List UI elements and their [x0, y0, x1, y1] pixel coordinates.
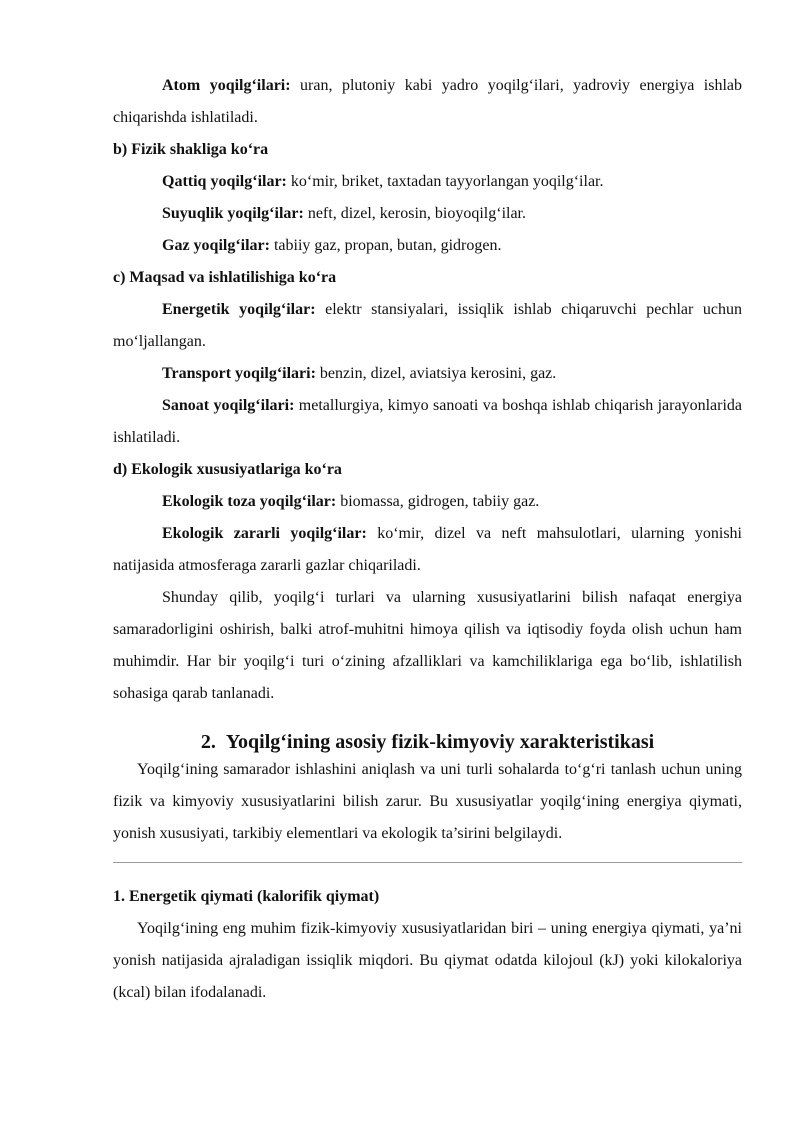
- paragraph-zararli: [113, 518, 742, 582]
- paragraph-sanoat: [113, 390, 742, 454]
- text-qattiq: ko‘mir, briket, taxtadan tayyorlangan yoqilg‘ilar.: [286, 173, 604, 190]
- heading-d: d) Ekologik xususiyatlariga ko‘ra: [113, 461, 342, 478]
- paragraph-suyuq: [113, 198, 742, 230]
- paragraph-toza: [113, 486, 742, 518]
- term-toza: Ekologik toza yoqilg‘ilar:: [162, 493, 337, 510]
- horizontal-divider: [113, 862, 742, 863]
- text-sanoat: metallurgiya, kimyo sanoati va boshqa ishlab chiqarish jarayonlarida ishlatiladi.: [113, 397, 742, 446]
- subsection-1-title: 1. Energetik qiymati (kalorifik qiymat): [113, 888, 380, 905]
- term-qattiq: Qattiq yoqilg‘ilar:: [162, 173, 287, 190]
- subsection-1-text: Yoqilg‘ining eng muhim fizik-kimyoviy xususiyatlaridan biri – uning energiya qiymati, ya’ni yonish natijasida ajraladigan issiqlik miqdori. Bu qiymat odatda kilojoul (kJ) yoki kilokaloriya (kcal) bilan ifodalanadi.: [113, 920, 742, 1001]
- term-zararli: Ekologik zararli yoqilg‘ilar:: [162, 525, 367, 542]
- term-suyuq: Suyuqlik yoqilg‘ilar:: [162, 205, 304, 222]
- term-energetik: Energetik yoqilg‘ilar:: [162, 301, 316, 318]
- section-2-intro: Yoqilg‘ining samarador ishlashini aniqlash va uni turli sohalarda to‘g‘ri tanlash uchun uning fizik va kimyoviy xususiyatlarini bilish zarur. Bu xususiyatlar yoqilg‘ining energiya qiymati, yonish xususiyati, tarkibiy elementlari va ekologik ta’sirini belgilaydi.: [113, 761, 742, 842]
- text-zararli: ko‘mir, dizel va neft mahsulotlari, ularning yonishi natijasida atmosferaga zararli gazlar chiqariladi.: [113, 525, 742, 574]
- text-transport: benzin, dizel, aviatsiya kerosini, gaz.: [315, 365, 557, 382]
- text-gaz: tabiiy gaz, propan, butan, gidrogen.: [269, 237, 502, 254]
- text-suyuq: neft, dizel, kerosin, bioyoqilg‘ilar.: [303, 205, 526, 222]
- text-atom: uran, plutoniy kabi yadro yoqilg‘ilari, yadroviy energiya ishlab chiqarishda ishlatiladi.: [113, 77, 743, 126]
- term-transport: Transport yoqilg‘ilari:: [162, 365, 316, 382]
- paragraph-energetik: [113, 294, 742, 358]
- paragraph-gaz: [113, 230, 742, 262]
- term-atom: Atom yoqilg‘ilari:: [162, 77, 291, 94]
- heading-c: c) Maqsad va ishlatilishiga ko‘ra: [113, 269, 337, 286]
- term-sanoat: Sanoat yoqilg‘ilari:: [162, 397, 295, 414]
- document-body: [113, 70, 742, 1009]
- section-2-heading: [113, 730, 742, 754]
- paragraph-transport: [113, 358, 742, 390]
- paragraph-atom: [113, 70, 742, 134]
- section-2-title: Yoqilg‘ining asosiy fizik-kimyoviy xarakteristikasi: [225, 731, 655, 753]
- text-energetik: elektr stansiyalari, issiqlik ishlab chiqaruvchi pechlar uchun mo‘ljallangan.: [113, 301, 742, 350]
- paragraph-summary: Shunday qilib, yoqilg‘i turlari va ularning xususiyatlarini bilish nafaqat energiya samaradorligini oshirish, balki atrof-muhitni himoya qilish va iqtisodiy foyda olish uchun ham muhimdir. Har bir yoqilg‘i turi o‘zining afzalliklari va kamchiliklariga ega bo‘lib, ishlatilish sohasiga qarab tanlanadi.: [113, 589, 742, 702]
- section-2-number: 2.: [200, 731, 216, 753]
- heading-b: b) Fizik shakliga ko‘ra: [113, 141, 269, 158]
- text-toza: biomassa, gidrogen, tabiiy gaz.: [336, 493, 540, 510]
- paragraph-qattiq: [113, 166, 742, 198]
- term-gaz: Gaz yoqilg‘ilar:: [162, 237, 270, 254]
